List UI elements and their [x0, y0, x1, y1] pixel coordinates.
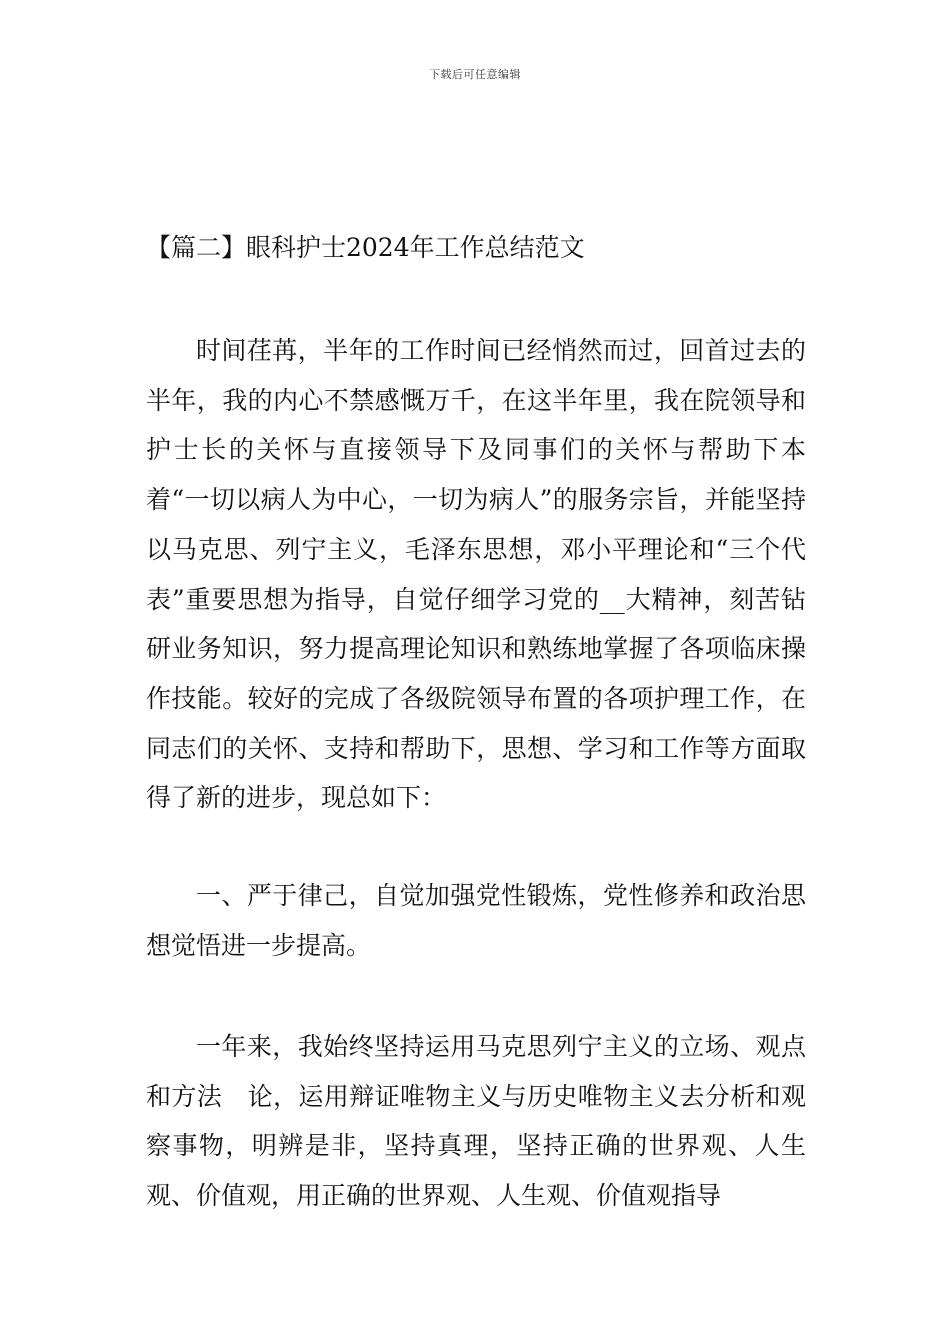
- document-title: 【篇二】眼科护士2024年工作总结范文: [146, 233, 585, 262]
- paragraph-intro: 时间荏苒，半年的工作时间已经悄然而过，回首过去的半年，我的内心不禁感慨万千，在这半年里，我在院领导和护士长的关怀与直接领导下及同事们的关怀与帮助下本着“一切以病人为中心，一切为病人”的服务宗旨，并能坚持以马克思、列宁主义，毛泽东思想，邓小平理论和“三个代表”重要思想为指导，自觉仔细学习党的__大精神，刻苦钻研业务知识，努力提高理论知识和熟练地掌握了各项临床操作技能。较好的完成了各级院领导布置的各项护理工作，在同志们的关怀、支持和帮助下，思想、学习和工作等方面取得了新的进步，现总如下：: [146, 336, 806, 813]
- paragraph-section-one-body: 一年来，我始终坚持运用马克思列宁主义的立场、观点和方法 论，运用辩证唯物主义与历史唯物主义去分析和观察事物，明辨是非，坚持真理，坚持正确的世界观、人生观、价值观，用正确的世界观、人生观、价值观指导: [146, 1032, 806, 1211]
- header-note: 下载后可任意编辑: [429, 68, 521, 81]
- paragraph-section-one-heading: 一、严于律己，自觉加强党性锻炼，党性修养和政治思想觉悟进一步提高。: [146, 881, 806, 960]
